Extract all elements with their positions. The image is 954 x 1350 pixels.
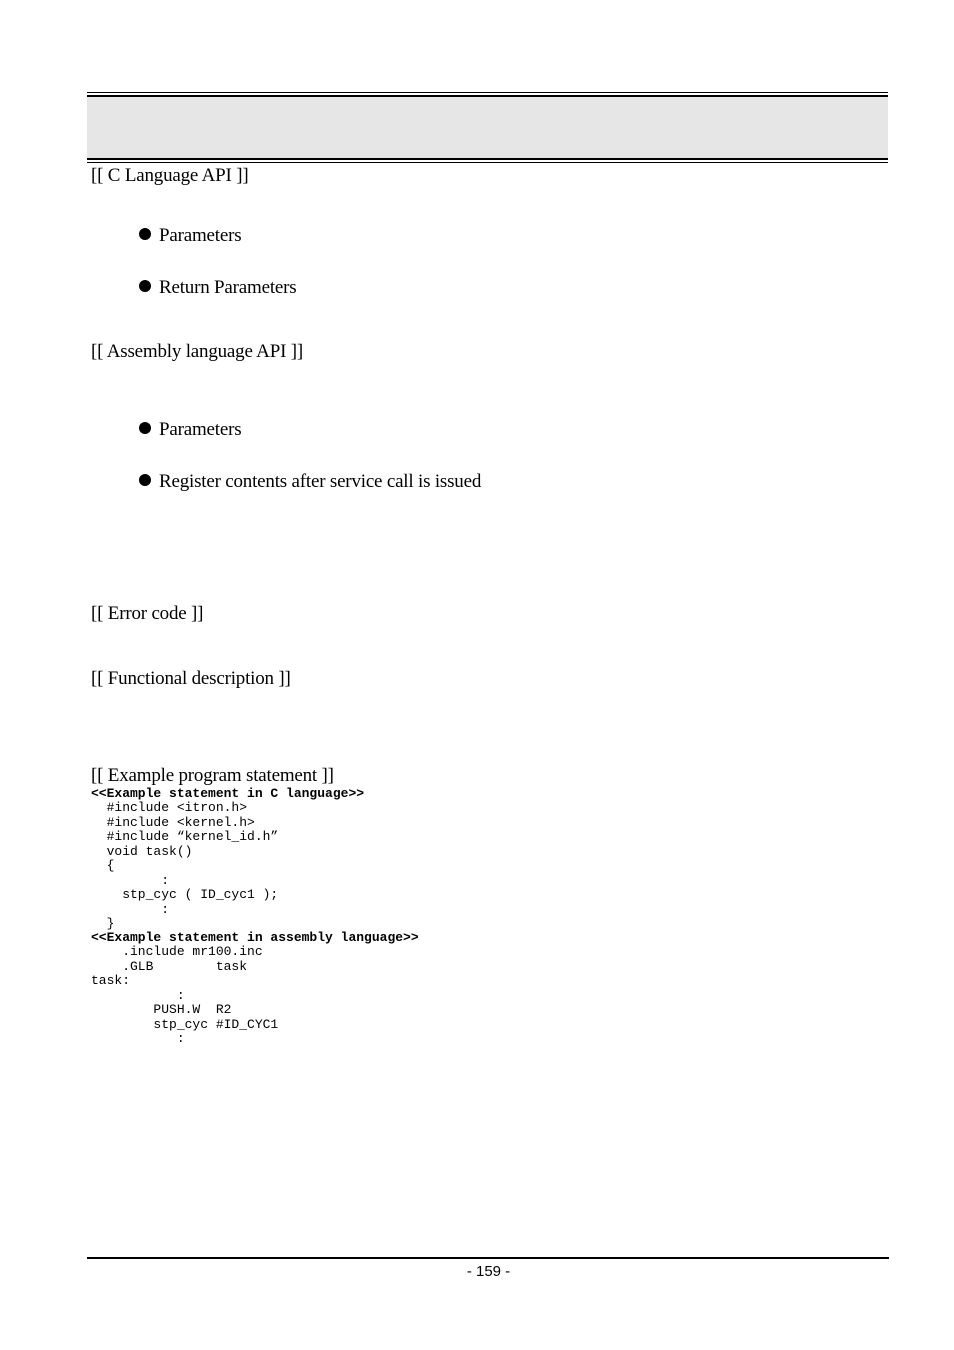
code-line: : <box>91 1031 185 1046</box>
heading-example-program-statement: [[ Example program statement ]] <box>91 765 334 786</box>
bullet-label: Register contents after service call is issued <box>159 471 482 492</box>
code-line: .include mr100.inc <box>122 944 263 959</box>
code-line: task: <box>91 973 131 988</box>
page-number: - 159 - <box>466 1263 511 1280</box>
code-line: #include <kernel.h> <box>106 814 255 830</box>
code-line: stp_cyc ( ID_cyc1 ); <box>122 887 279 902</box>
bullet-c-return-parameters <box>139 277 296 299</box>
bullet-dot-icon <box>139 422 151 434</box>
code-line: : <box>161 901 170 917</box>
code-line: PUSH.W R2 <box>153 1002 232 1017</box>
code-line: stp_cyc #ID_CYC1 <box>153 1016 279 1032</box>
bullet-register-contents <box>139 471 481 493</box>
header-band <box>87 97 888 158</box>
heading-c-language-api: [[ C Language API ]] <box>91 165 249 186</box>
bullet-asm-parameters <box>139 419 241 441</box>
bullet-dot-icon <box>139 474 151 486</box>
header-rule-bottom-thick <box>87 158 888 160</box>
bullet-label: Return Parameters <box>159 277 297 298</box>
bullet-dot-icon <box>139 228 151 240</box>
code-line: { <box>106 858 115 873</box>
bullet-label: Parameters <box>159 225 242 246</box>
code-block-c <box>91 801 278 932</box>
code-line: } <box>91 916 115 931</box>
code-heading-c: <<Example statement in C language>> <box>91 786 365 801</box>
code-line: : <box>161 872 170 888</box>
code-line: #include <itron.h> <box>106 800 248 815</box>
footer-rule <box>87 1257 889 1259</box>
bullet-label: Parameters <box>159 419 242 440</box>
code-line: void task() <box>106 843 193 859</box>
bullet-dot-icon <box>139 280 151 292</box>
code-heading-asm: <<Example statement in assembly language>> <box>91 930 419 945</box>
header-rule-bottom <box>87 162 888 163</box>
code-block-asm <box>91 945 278 1047</box>
heading-error-code: [[ Error code ]] <box>91 603 204 624</box>
code-line: #include “kernel_id.h” <box>106 829 279 844</box>
bullet-c-parameters <box>139 225 241 247</box>
header-rule-top <box>87 92 888 93</box>
heading-assembly-language-api: [[ Assembly language API ]] <box>91 341 304 362</box>
code-line: .GLB task <box>122 958 248 974</box>
code-line: : <box>176 987 185 1003</box>
heading-functional-description: [[ Functional description ]] <box>91 668 291 689</box>
